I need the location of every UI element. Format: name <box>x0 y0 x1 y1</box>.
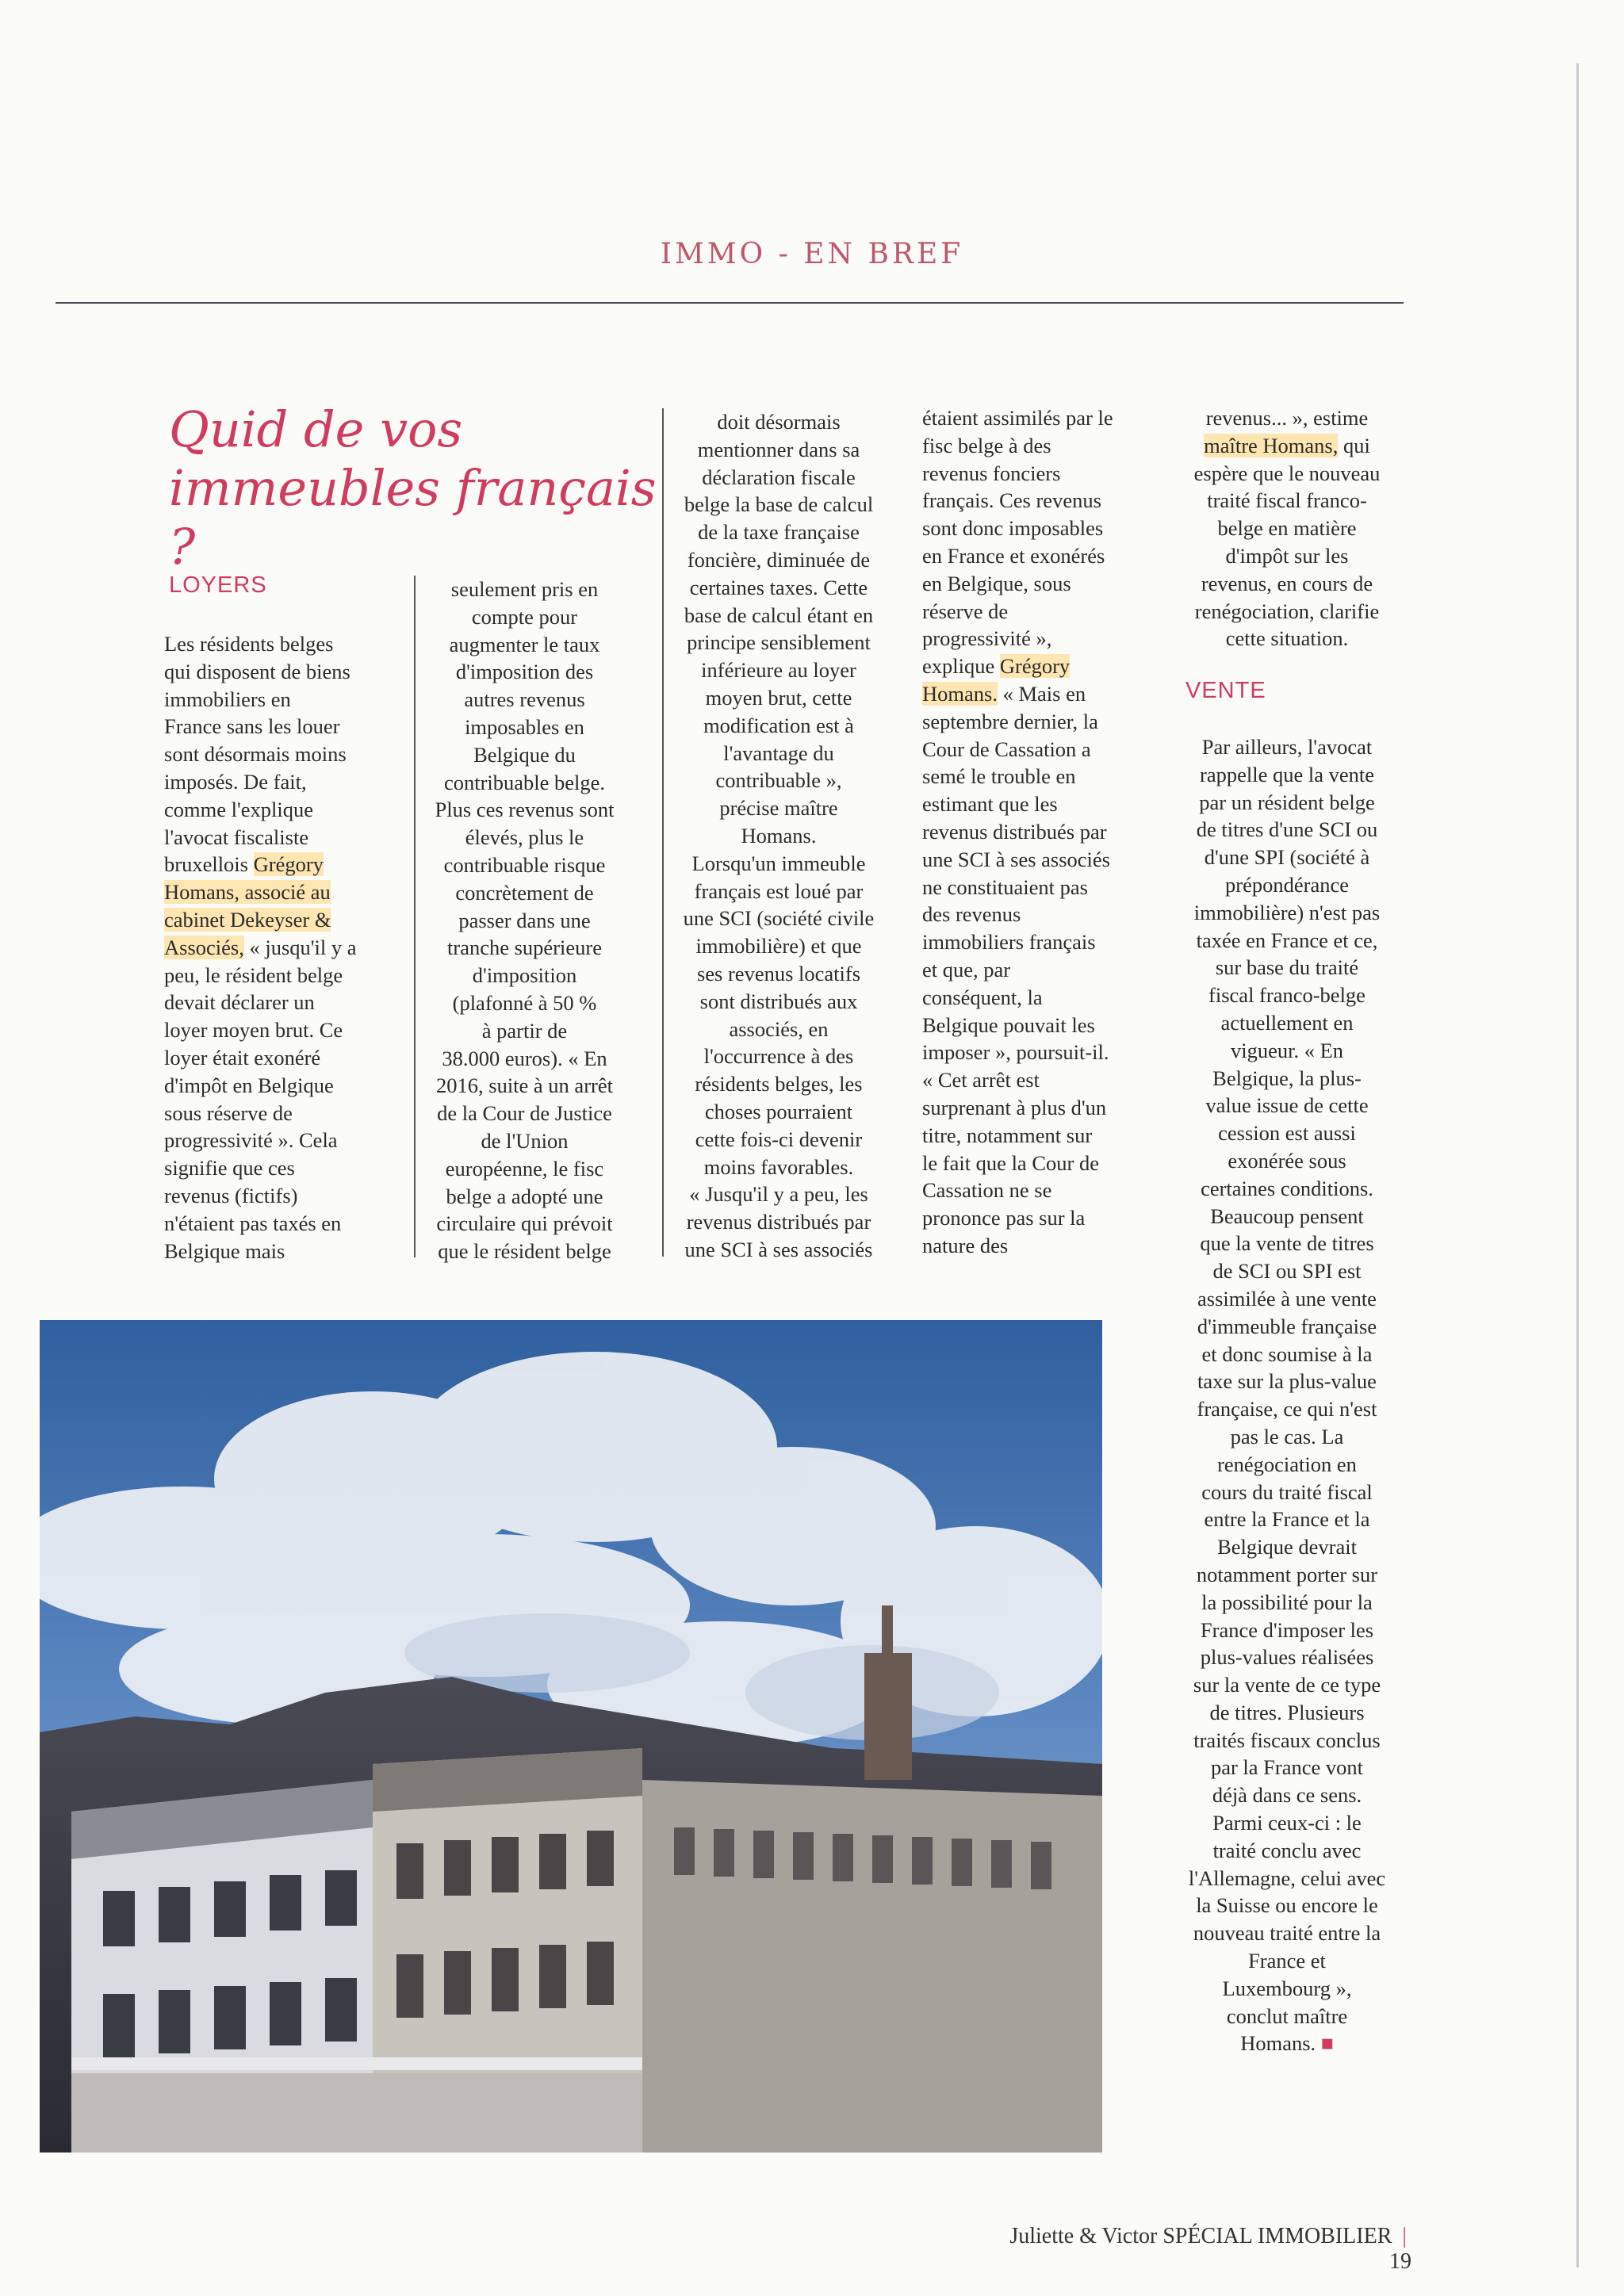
col1-highlight: Grégory Homans, associé au cabinet Dekeyser & Associés, <box>164 852 331 959</box>
section-header: IMMO - EN BREF <box>660 238 964 270</box>
column-3: doit désormais mentionner dans sa déclaration fiscale belge la base de calcul de la taxe française foncière, diminuée de certaines taxes. Cette base de calcul étant en principe sensiblement inférieure au loyer moyen brut, cette modification est à l'avantage du contribuable », précise maître Homans. Lorsqu'un immeuble français est loué par une SCI (société civile immobilière) et que ses revenus locatifs sont distribués aux associés, en l'occurrence à des résidents belges, les choses pourraient cette fois-ci devenir moins favorables. « Jusqu'il y a peu, les revenus distribués par une SCI à ses associés <box>662 408 894 1257</box>
page-number: 19 <box>1389 2249 1411 2274</box>
issue-name: SPÉCIAL IMMOBILIER <box>1162 2224 1392 2248</box>
col1-text-a: Les résidents belges qui disposent de biens immobiliers en France sans les louer sont désormais moins imposés. De fait, comme l'explique l'avocat fiscaliste bruxellois <box>164 632 350 877</box>
publication-name: Juliette & Victor <box>1009 2224 1158 2248</box>
col4-text-a: étaient assimilés par le fisc belge à des revenus fonciers français. Ces revenus sont donc imposables en France et exonérés en Belgique, sous réserve de progressivité », explique <box>922 406 1113 679</box>
paris-rooftops-photo <box>40 1320 1102 2152</box>
col4-highlight: Grégory Homans. <box>922 654 1071 706</box>
col4-text-b: « Mais en septembre dernier, la Cour de Cassation a semé le trouble en estimant que les revenus distribués par une SCI à ses associés ne constituaient pas des revenus immobiliers français et que, par conséquent, la Belgique pouvait les imposer », poursuit-il. « Cet arrêt est surprenant à plus d'un titre, notamment sur le fait que la Cour de Cassation ne se prononce pas sur la nature des <box>922 681 1110 1257</box>
col1-text-b: « jusqu'il y a peu, le résident belge devait déclarer un loyer moyen brut. Ce loyer était exonéré d'impôt en Belgique sous réserve de progressivité ». Cela signifie que ces revenus (fictifs) n'étaient pas taxés en Belgique mais <box>164 935 357 1263</box>
subheading-loyers: LOYERS <box>169 572 267 598</box>
column-2: seulement pris en compte pour augmenter le taux d'imposition des autres revenus imposables en Belgique du contribuable belge. Plus ces revenus sont élevés, plus le contribuable risque concrètement de passer dans une tranche supérieure d'imposition (plafonné à 50 % à partir de 38.000 euros). « En 2016, suite à un arrêt de la Cour de Justice de l'Union européenne, le fisc belge a adopté une circulaire qui prévoit que le résident belge <box>414 576 634 1257</box>
title-line-2: immeubles français ? <box>169 459 657 576</box>
page-edge <box>1576 63 1579 2267</box>
column-1 <box>164 630 390 1265</box>
col5-highlight: maître Homans, <box>1204 433 1339 457</box>
title-line-1: Quid de vos <box>169 400 463 458</box>
col5-text-c: Par ailleurs, l'avocat rappelle que la vente par un résident belge de titres d'une SCI ou d'une SPI (société à prépondérance immobilière) n'est pas taxée en France et ce, sur base du traité fiscal franco-belge actuellement en vigueur. « En Belgique, la plus- value issue de cette cession est aussi exonérée sous certaines conditions. Beaucoup pensent que la vente de titres de SCI ou SPI est assimilée à une vente d'immeuble française et donc soumise à la taxe sur la plus-value française, ce qui n'est pas le cas. La renégociation en cours du traité fiscal entre la France et la Belgique devrait notamment porter sur la possibilité pour la France d'imposer les plus-values réalisées sur la vente de ce type de titres. Plusieurs traités fiscaux conclus par la France vont déjà dans ce sens. Parmi ceux-ci : le traité conclu avec l'Allemagne, celui avec la Suisse ou encore le nouveau traité entre la France et Luxembourg », conclut maître Homans. <box>1188 735 1386 2056</box>
page-footer <box>983 2224 1411 2275</box>
header-divider <box>56 302 1404 304</box>
column-5-bottom <box>1172 733 1402 2057</box>
column-4 <box>922 404 1152 1260</box>
subheading-vente: VENTE <box>1185 678 1266 703</box>
column-5-top <box>1172 404 1402 652</box>
photo-illustration <box>40 1320 1102 2152</box>
col5-text-a: revenus... », estime <box>1205 406 1369 430</box>
col5-text-b: qui espère que le nouveau traité fiscal franco- belge en matière d'impôt sur les revenus, en cours de renégociation, clarifie cette situation. <box>1193 433 1381 651</box>
end-mark: ■ <box>1320 2031 1334 2056</box>
article-title <box>169 400 661 576</box>
footer-separator: | <box>1402 2224 1407 2248</box>
